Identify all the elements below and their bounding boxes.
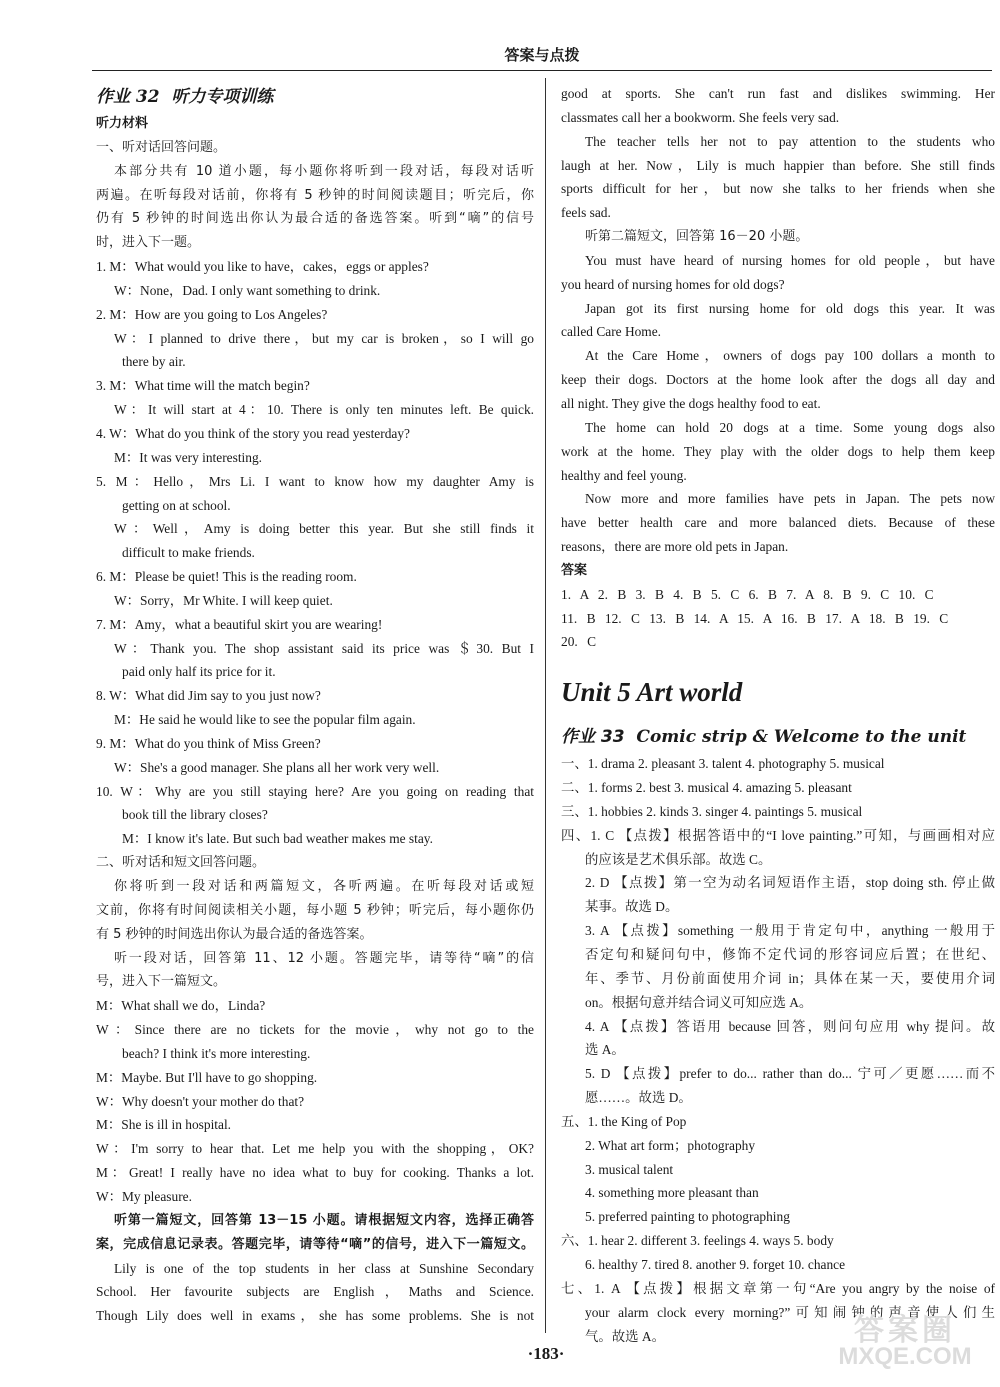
section-heading: 一、听对话回答问题。 (96, 139, 227, 155)
passage-line: The teacher tells her not to pay attention to the students who (585, 133, 995, 149)
page-header: 答案与点拨 (504, 46, 580, 64)
assignment-33-heading (561, 722, 995, 752)
dialogue-line: 1. M：What would you like to have，cakes，eggs or apples? (96, 259, 429, 275)
answer-line: 气。故选 A。 (585, 1328, 665, 1344)
dialogue-line: getting on at school. (122, 497, 231, 513)
dialogue-line: difficult to make friends. (122, 545, 255, 561)
answer-line: 七、1. A 【点拨】根据文章第一句“Are you angry by the noise of (561, 1280, 995, 1296)
answer-line: 2. What art form；photography (585, 1137, 756, 1153)
answer-line: 2. D 【点拨】第一空为动名词短语作主语，stop doing sth. 停止做 (585, 875, 995, 891)
passage-line: keep their dogs. Doctors at the home look after the dogs all day and (561, 372, 995, 388)
instruction-line: 你将听到一段对话和两篇短文，各听两遍。在听每段对话或短 (114, 879, 534, 894)
instruction-line: 号，进入下一篇短文。 (96, 974, 227, 990)
passage-line: Japan got its first nursing home for old dogs this year. It was (585, 300, 995, 316)
passage-line: Lily is one of the top students in her class at Sunshine Secondary (114, 1260, 534, 1276)
instruction-line: 听第一篇短文，回答第 13－15 小题。请根据短文内容，选择正确答 (114, 1212, 534, 1228)
answer-line: 6. healthy 7. tired 8. another 9. forget 10. chance (585, 1256, 846, 1272)
answer-line: 某事。故选 D。 (585, 899, 679, 915)
instruction-line: 仍有 5 秒钟的时间选出你认为最合适的备选答案。听到“嘀”的信号 (96, 211, 534, 227)
passage-line: Now more and more families have pets in Japan. The pets now (585, 491, 995, 507)
instruction-line: 有 5 秒钟的时间选出你认为最合适的备选答案。 (96, 926, 373, 942)
dialogue-line: M：Great! I really have no idea what to buy for cooking. Thanks a lot. (96, 1165, 534, 1181)
dialogue-line: W：It will start at 4：10. There is only ten minutes left. Be quick. (114, 402, 534, 418)
dialogue-line: 4. W：What do you think of the story you read yesterday? (96, 425, 410, 441)
answer-line: 六、1. hear 2. different 3. feelings 4. ways 5. body (561, 1233, 834, 1249)
dialogue-line: W：Why doesn't your mother do that? (96, 1093, 305, 1109)
assignment-title: 听力专项训练 (171, 87, 274, 107)
instruction-line: 听一段对话，回答第 11、12 小题。答题完毕，请等待“嘀”的信 (114, 950, 534, 966)
dialogue-line: 8. W：What did Jim say to you just now? (96, 688, 321, 704)
passage-line: The home can hold 20 dogs at a time. Some young dogs also (585, 419, 995, 435)
answer-line: 一、1. drama 2. pleasant 3. talent 4. photography 5. musical (561, 756, 885, 772)
answer-line: 年、季节、月份前面使用介词 in；具体在某一天，要使用介词 (585, 970, 995, 986)
answers-label: 答案 (561, 562, 588, 578)
watermark-domain: MXQE.COM (838, 1343, 972, 1370)
passage-line: reasons，there are more old pets in Japan. (561, 539, 789, 555)
section-label: 听力材料 (96, 116, 149, 131)
assignment-number: 作业 33 (561, 727, 625, 748)
passage-line: you heard of nursing homes for old dogs? (561, 276, 785, 292)
dialogue-line: M：Maybe. But I'll have to go shopping. (96, 1069, 318, 1085)
instruction-line: 时，进入下一题。 (96, 235, 201, 251)
dialogue-line: M：She is ill in hospital. (96, 1117, 232, 1133)
passage-line: good at sports. She can't run fast and dislikes swimming. Her (561, 86, 995, 101)
dialogue-line: W：None，Dad. I only want something to drink. (114, 282, 381, 298)
instruction-line: 听第二篇短文，回答第 16－20 小题。 (585, 229, 809, 245)
page-number: ·183· (527, 1344, 565, 1363)
dialogue-line: M：I know it's late. But such bad weather makes me stay. (122, 831, 433, 847)
answer-line: 二、1. forms 2. best 3. musical 4. amazing 5. pleasant (561, 780, 852, 796)
passage-line: called Care Home. (561, 324, 662, 340)
dialogue-line: M：He said he would like to see the popular film again. (114, 712, 416, 728)
dialogue-line: W：Thank you. The shop assistant said its price was ＄30. But I (114, 640, 534, 656)
instruction-line: 案，完成信息记录表。答题完毕，请等待“嘀”的信号，进入下一篇短文。 (96, 1236, 534, 1252)
dialogue-line: beach? I think it's more interesting. (122, 1045, 311, 1061)
right-column (561, 82, 995, 1348)
answer-line: 3. musical talent (585, 1161, 674, 1177)
watermark-logo (820, 1314, 990, 1380)
instruction-line: 本部分共有 10 道小题，每小题你将听到一段对话，每段对话听 (114, 163, 534, 179)
answer-line: 4. something more pleasant than (585, 1185, 759, 1201)
answer-line: 五、1. the King of Pop (561, 1113, 687, 1129)
assignment-number: 作业 32 (96, 87, 160, 107)
passage-line: At the Care Home，owners of dogs pay 100 dollars a month to (585, 348, 995, 364)
dialogue-line: W：Well，Amy is doing better this year. But she still finds it (114, 521, 534, 537)
passage-line: all night. They give the dogs healthy food to eat. (561, 395, 821, 411)
answer-row: 11. B 12. C 13. B 14. A 15. A 16. B 17. A 18. B 19. C (561, 610, 949, 626)
answer-line: 三、1. hobbies 2. kinds 3. singer 4. paintings 5. musical (561, 803, 863, 819)
answer-row: 1. A 2. B 3. B 4. B 5. C 6. B 7. A 8. B 9. C 10. C (561, 586, 934, 602)
answer-line: 选 A。 (585, 1042, 625, 1058)
answer-line: 3. A 【点拨】something 一般用于肯定句中，anything 一般用于 (585, 923, 995, 939)
dialogue-line: book till the library closes? (122, 807, 268, 823)
dialogue-line: 9. M：What do you think of Miss Green? (96, 735, 321, 751)
answer-line: 5. D 【点拨】prefer to do... rather than do... 宁可／更愿……而不 (585, 1066, 995, 1082)
instruction-line: 文前，你将有时间阅读相关小题，每小题 5 秒钟；听完后，每小题你仍 (96, 902, 534, 918)
dialogue-line: W：I'm sorry to hear that. Let me help you with the shopping，OK? (96, 1141, 534, 1157)
answer-line: 否定句和疑问句中，修饰不定代词的形容词应后置；在世纪、 (585, 947, 995, 962)
answer-line: your alarm clock every morning?”可知闹钟的声音使人们生 (585, 1304, 995, 1320)
passage-line: laugh at her. Now，Lily is much happier than before. She still finds (561, 157, 995, 173)
answer-line: 四、1. C 【点拨】根据答语中的“I love painting.”可知，与画画相对应 (561, 827, 995, 843)
passage-line: feels sad. (561, 205, 611, 221)
column-divider (545, 78, 546, 1333)
answer-line: on。根据句意并结合词义可知应选 A。 (585, 994, 813, 1010)
dialogue-line: 5. M：Hello，Mrs Li. I want to know how my daughter Amy is (96, 473, 534, 489)
instruction-line: 两遍。在听每段对话前，你将有 5 秒钟的时间阅读题目；听完后，你 (96, 187, 534, 203)
passage-line: work at the home. They play with the older dogs to help them keep (561, 443, 995, 459)
section-heading: 二、听对话和短文回答问题。 (96, 855, 266, 871)
dialogue-line: M：What shall we do，Linda? (96, 998, 266, 1014)
passage-line: healthy and feel young. (561, 467, 687, 483)
dialogue-line: 7. M：Amy，what a beautiful skirt you are wearing! (96, 616, 383, 632)
dialogue-line: 2. M：How are you going to Los Angeles? (96, 306, 328, 322)
dialogue-line: 6. M：Please be quiet! This is the reading room. (96, 569, 357, 585)
dialogue-line: paid only half its price for it. (122, 664, 276, 680)
unit-title: Unit 5 Art world (561, 677, 743, 708)
passage-line: sports difficult for her，but now she talks to her friends when she (561, 181, 995, 197)
answer-row: 20. C (561, 634, 597, 650)
passage-line: Though Lily does well in exams，she has some problems. She is not (96, 1308, 534, 1324)
passage-line: have better health care and more balanced diets. Because of these (561, 515, 995, 531)
dialogue-line: M：It was very interesting. (114, 449, 263, 465)
dialogue-line: W：My pleasure. (96, 1188, 192, 1204)
dialogue-line: there by air. (122, 354, 186, 370)
dialogue-line: 3. M：What time will the match begin? (96, 378, 310, 394)
answer-line: 愿……。故选 D。 (585, 1090, 692, 1106)
header-rule (92, 70, 992, 71)
answer-line: 5. preferred painting to photographing (585, 1209, 790, 1225)
assignment-32-heading (96, 82, 534, 112)
dialogue-line: 10. W：Why are you still staying here? Are you going on reading that (96, 783, 534, 799)
watermark-mark: 答案圈 (854, 1314, 956, 1347)
answer-line: 4. A 【点拨】答语用 because 回答，则问句应用 why 提问。故 (585, 1018, 995, 1034)
left-column (96, 82, 534, 1328)
dialogue-line: W：I planned to drive there，but my car is broken，so I will go (114, 330, 534, 346)
dialogue-line: W：Since there are no tickets for the movie，why not go to the (96, 1022, 534, 1038)
answer-key (561, 583, 995, 655)
passage-line: School. Her favourite subjects are English，Maths and Science. (96, 1284, 534, 1300)
answer-line: 的应该是艺术俱乐部。故选 C。 (585, 851, 772, 867)
passage-line: You must have heard of nursing homes for old people，but have (585, 252, 995, 268)
assignment-title: Comic strip & Welcome to the unit (636, 727, 967, 748)
dialogue-line: W：Sorry，Mr White. I will keep quiet. (114, 592, 333, 608)
passage-line: classmates call her a bookworm. She feels very sad. (561, 109, 840, 125)
dialogue-line: W：She's a good manager. She plans all her work very well. (114, 759, 440, 775)
